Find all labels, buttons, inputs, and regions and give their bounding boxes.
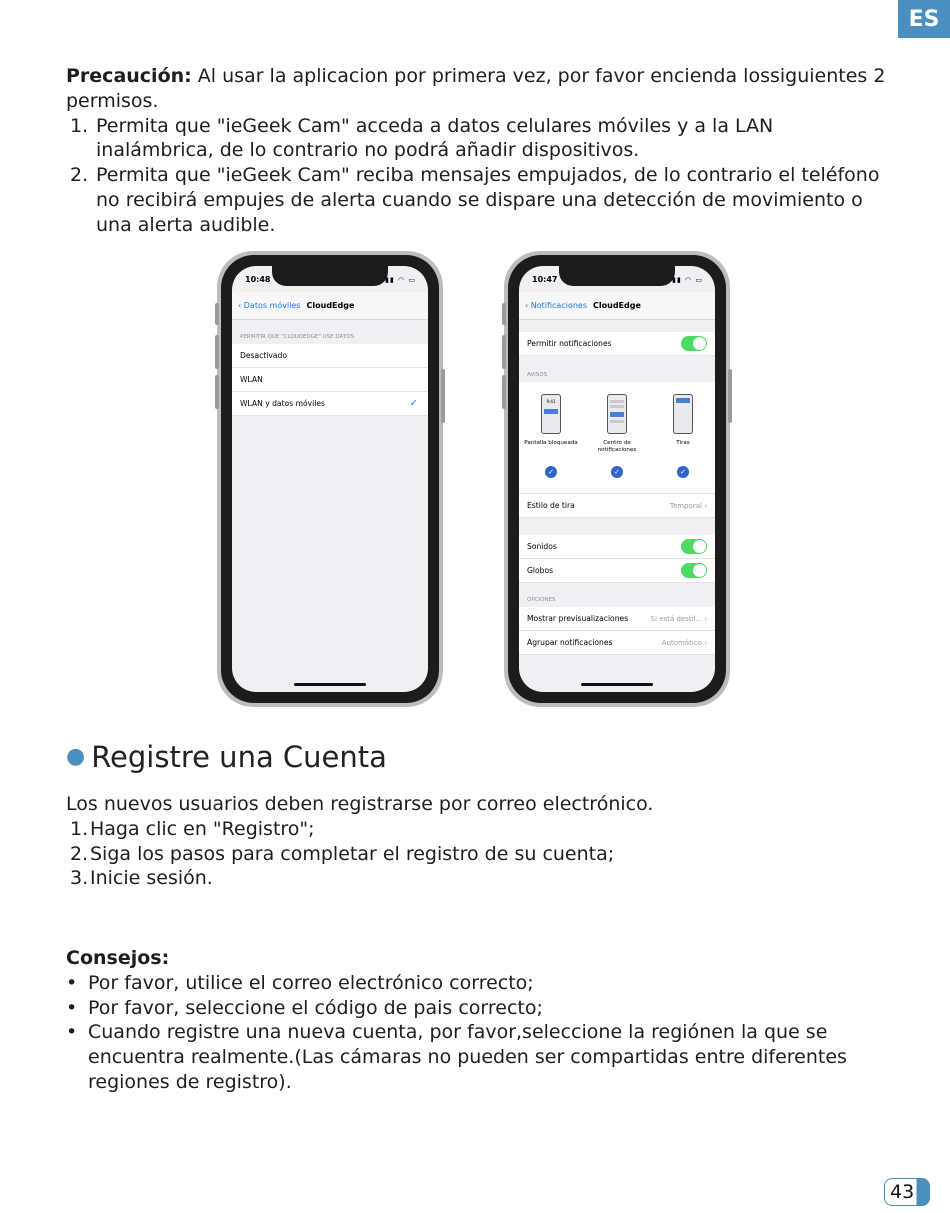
item-number: 3. bbox=[70, 867, 89, 890]
phone-side-button bbox=[215, 375, 219, 409]
status-time: 10:48 bbox=[245, 275, 271, 284]
badges-toggle[interactable] bbox=[681, 563, 707, 578]
back-label: Notificaciones bbox=[530, 301, 588, 310]
phone-side-button bbox=[502, 303, 506, 325]
style-label: Pantalla bloqueada bbox=[524, 440, 578, 446]
item-number: 1. bbox=[70, 817, 89, 840]
sounds-row bbox=[519, 535, 715, 559]
nav-title: CloudEdge bbox=[306, 301, 355, 310]
item-text: Permita que "ieGeek Cam" acceda a datos celulares móviles y a la LAN inalámbrica, de lo contrario no podrá añadir dispositivos. bbox=[96, 114, 774, 162]
phone-screen bbox=[519, 266, 715, 692]
row-value: Temporal › bbox=[669, 501, 707, 510]
badges-row bbox=[519, 559, 715, 583]
checkmark-icon: ✓ bbox=[409, 398, 418, 409]
phone-body bbox=[221, 255, 439, 703]
phone-notch bbox=[559, 266, 675, 286]
caution-section bbox=[66, 64, 886, 238]
row-label: Sonidos bbox=[527, 542, 557, 551]
item-text: Inicie sesión. bbox=[90, 867, 213, 890]
alert-styles-panel bbox=[519, 382, 715, 494]
list-item bbox=[66, 114, 886, 164]
phone-side-button bbox=[215, 335, 219, 369]
row-value-text: Temporal bbox=[669, 501, 702, 510]
item-text: Haga clic en "Registro"; bbox=[90, 817, 315, 840]
item-text: Por favor, seleccione el código de pais correcto; bbox=[88, 996, 543, 1019]
caution-list bbox=[66, 114, 886, 238]
option-wlan[interactable] bbox=[232, 368, 428, 392]
item-number: 2. bbox=[70, 164, 89, 187]
row-label: Mostrar previsualizaciones bbox=[527, 614, 629, 623]
section-heading bbox=[66, 740, 387, 774]
allow-notifications-toggle[interactable] bbox=[681, 336, 707, 351]
row-label: Estilo de tira bbox=[527, 501, 575, 510]
item-text: Cuando registre una nueva cuenta, por favor,seleccione la regiónen la que se encuentra realmente.(Las cámaras no pueden ser compartidas entre diferentes regiones de registro). bbox=[88, 1021, 847, 1093]
register-section bbox=[66, 792, 886, 891]
group-notifications-row[interactable] bbox=[519, 631, 715, 655]
row-label: Permitir notificaciones bbox=[527, 339, 612, 348]
caution-intro-text: Al usar la aplicacion por primera vez, por favor encienda lossiguientes 2 permisos. bbox=[66, 65, 886, 112]
language-tab: ES bbox=[898, 0, 950, 38]
home-indicator bbox=[581, 683, 653, 686]
tips-list bbox=[66, 971, 866, 1095]
option-label: WLAN y datos móviles bbox=[240, 399, 325, 408]
phone-mobile-data bbox=[217, 251, 443, 707]
caution-label: Precaución: bbox=[66, 65, 192, 87]
mini-time: 9:41 bbox=[546, 399, 556, 404]
bullet-icon: • bbox=[66, 1021, 78, 1044]
phone-side-button bbox=[728, 369, 732, 423]
heading-text: Registre una Cuenta bbox=[91, 740, 387, 774]
list-item bbox=[66, 971, 866, 996]
item-text: Siga los pasos para completar el registro de su cuenta; bbox=[90, 842, 615, 865]
back-button[interactable]: ‹ Datos móviles bbox=[238, 301, 301, 310]
bullet-icon: • bbox=[66, 971, 78, 994]
row-label: Globos bbox=[527, 566, 554, 575]
tips-label: Consejos: bbox=[66, 947, 170, 969]
list-item bbox=[66, 866, 886, 891]
lock-screen-preview-icon bbox=[541, 394, 561, 434]
list-item bbox=[66, 817, 886, 842]
nav-title: CloudEdge bbox=[593, 301, 641, 310]
item-text: Permita que "ieGeek Cam" reciba mensajes empujados, de lo contrario el teléfono no recibirá empujes de alerta cuando se dispare una detección de movimiento o una alerta audible. bbox=[96, 164, 880, 236]
option-off[interactable] bbox=[232, 344, 428, 368]
phone-screen bbox=[232, 266, 428, 692]
phone-side-button bbox=[502, 335, 506, 369]
phone-notch bbox=[272, 266, 388, 286]
section-label: PERMITIR QUE "CLOUDEDGE" USE DATOS bbox=[240, 334, 355, 340]
signal-wifi-battery-icon: ▮▮ ◠ ▭ bbox=[672, 276, 703, 284]
notification-center-preview-icon bbox=[607, 394, 627, 434]
nav-bar bbox=[519, 292, 715, 320]
banners-check-icon[interactable]: ✓ bbox=[677, 466, 689, 478]
notification-center-check-icon[interactable]: ✓ bbox=[611, 466, 623, 478]
row-label: Agrupar notificaciones bbox=[527, 638, 613, 647]
bullet-dot-icon: ● bbox=[66, 744, 86, 769]
row-value-text: Si está desbl... bbox=[650, 614, 702, 623]
bullet-icon: • bbox=[66, 996, 78, 1019]
phone-side-button bbox=[441, 369, 445, 423]
row-value: Automático › bbox=[661, 638, 707, 647]
banner-style-row[interactable] bbox=[519, 494, 715, 518]
page-number-text: 43 bbox=[890, 1181, 915, 1203]
phone-side-button bbox=[502, 375, 506, 409]
banners-preview-icon bbox=[673, 394, 693, 434]
style-label: Centro de notificaciones bbox=[597, 440, 637, 453]
section-label: OPCIONES bbox=[527, 597, 556, 603]
phone-side-button bbox=[215, 303, 219, 325]
item-text: Por favor, utilice el correo electrónico correcto; bbox=[88, 971, 534, 994]
row-value-text: Automático bbox=[661, 638, 702, 647]
phone-body bbox=[508, 255, 726, 703]
register-steps bbox=[66, 817, 886, 891]
item-number: 1. bbox=[70, 114, 89, 137]
phone-notifications bbox=[504, 251, 730, 707]
option-label: WLAN bbox=[240, 375, 263, 384]
page-number bbox=[884, 1178, 930, 1206]
status-time: 10:47 bbox=[532, 275, 558, 284]
option-label: Desactivado bbox=[240, 351, 288, 360]
register-intro: Los nuevos usuarios deben registrarse por correo electrónico. bbox=[66, 793, 654, 815]
caution-intro bbox=[66, 64, 886, 114]
allow-notifications-row bbox=[519, 332, 715, 356]
signal-wifi-battery-icon: ▮▮ ◠ ▭ bbox=[385, 276, 416, 284]
list-item bbox=[66, 1020, 866, 1094]
item-number: 2. bbox=[70, 842, 89, 865]
nav-bar bbox=[232, 292, 428, 320]
style-label: Tiras bbox=[676, 440, 690, 446]
option-wlan-mobile[interactable] bbox=[232, 392, 428, 416]
lock-screen-check-icon[interactable]: ✓ bbox=[545, 466, 557, 478]
home-indicator bbox=[294, 683, 366, 686]
list-item bbox=[66, 163, 886, 237]
tips-section bbox=[66, 946, 866, 1095]
section-label: AVISOS bbox=[527, 372, 548, 378]
list-item bbox=[66, 842, 886, 867]
show-previews-row[interactable] bbox=[519, 607, 715, 631]
back-button[interactable]: ‹ Notificaciones bbox=[525, 301, 588, 310]
sounds-toggle[interactable] bbox=[681, 539, 707, 554]
list-item bbox=[66, 996, 866, 1021]
row-value: Si está desbl... › bbox=[650, 614, 707, 623]
back-label: Datos móviles bbox=[243, 301, 301, 310]
